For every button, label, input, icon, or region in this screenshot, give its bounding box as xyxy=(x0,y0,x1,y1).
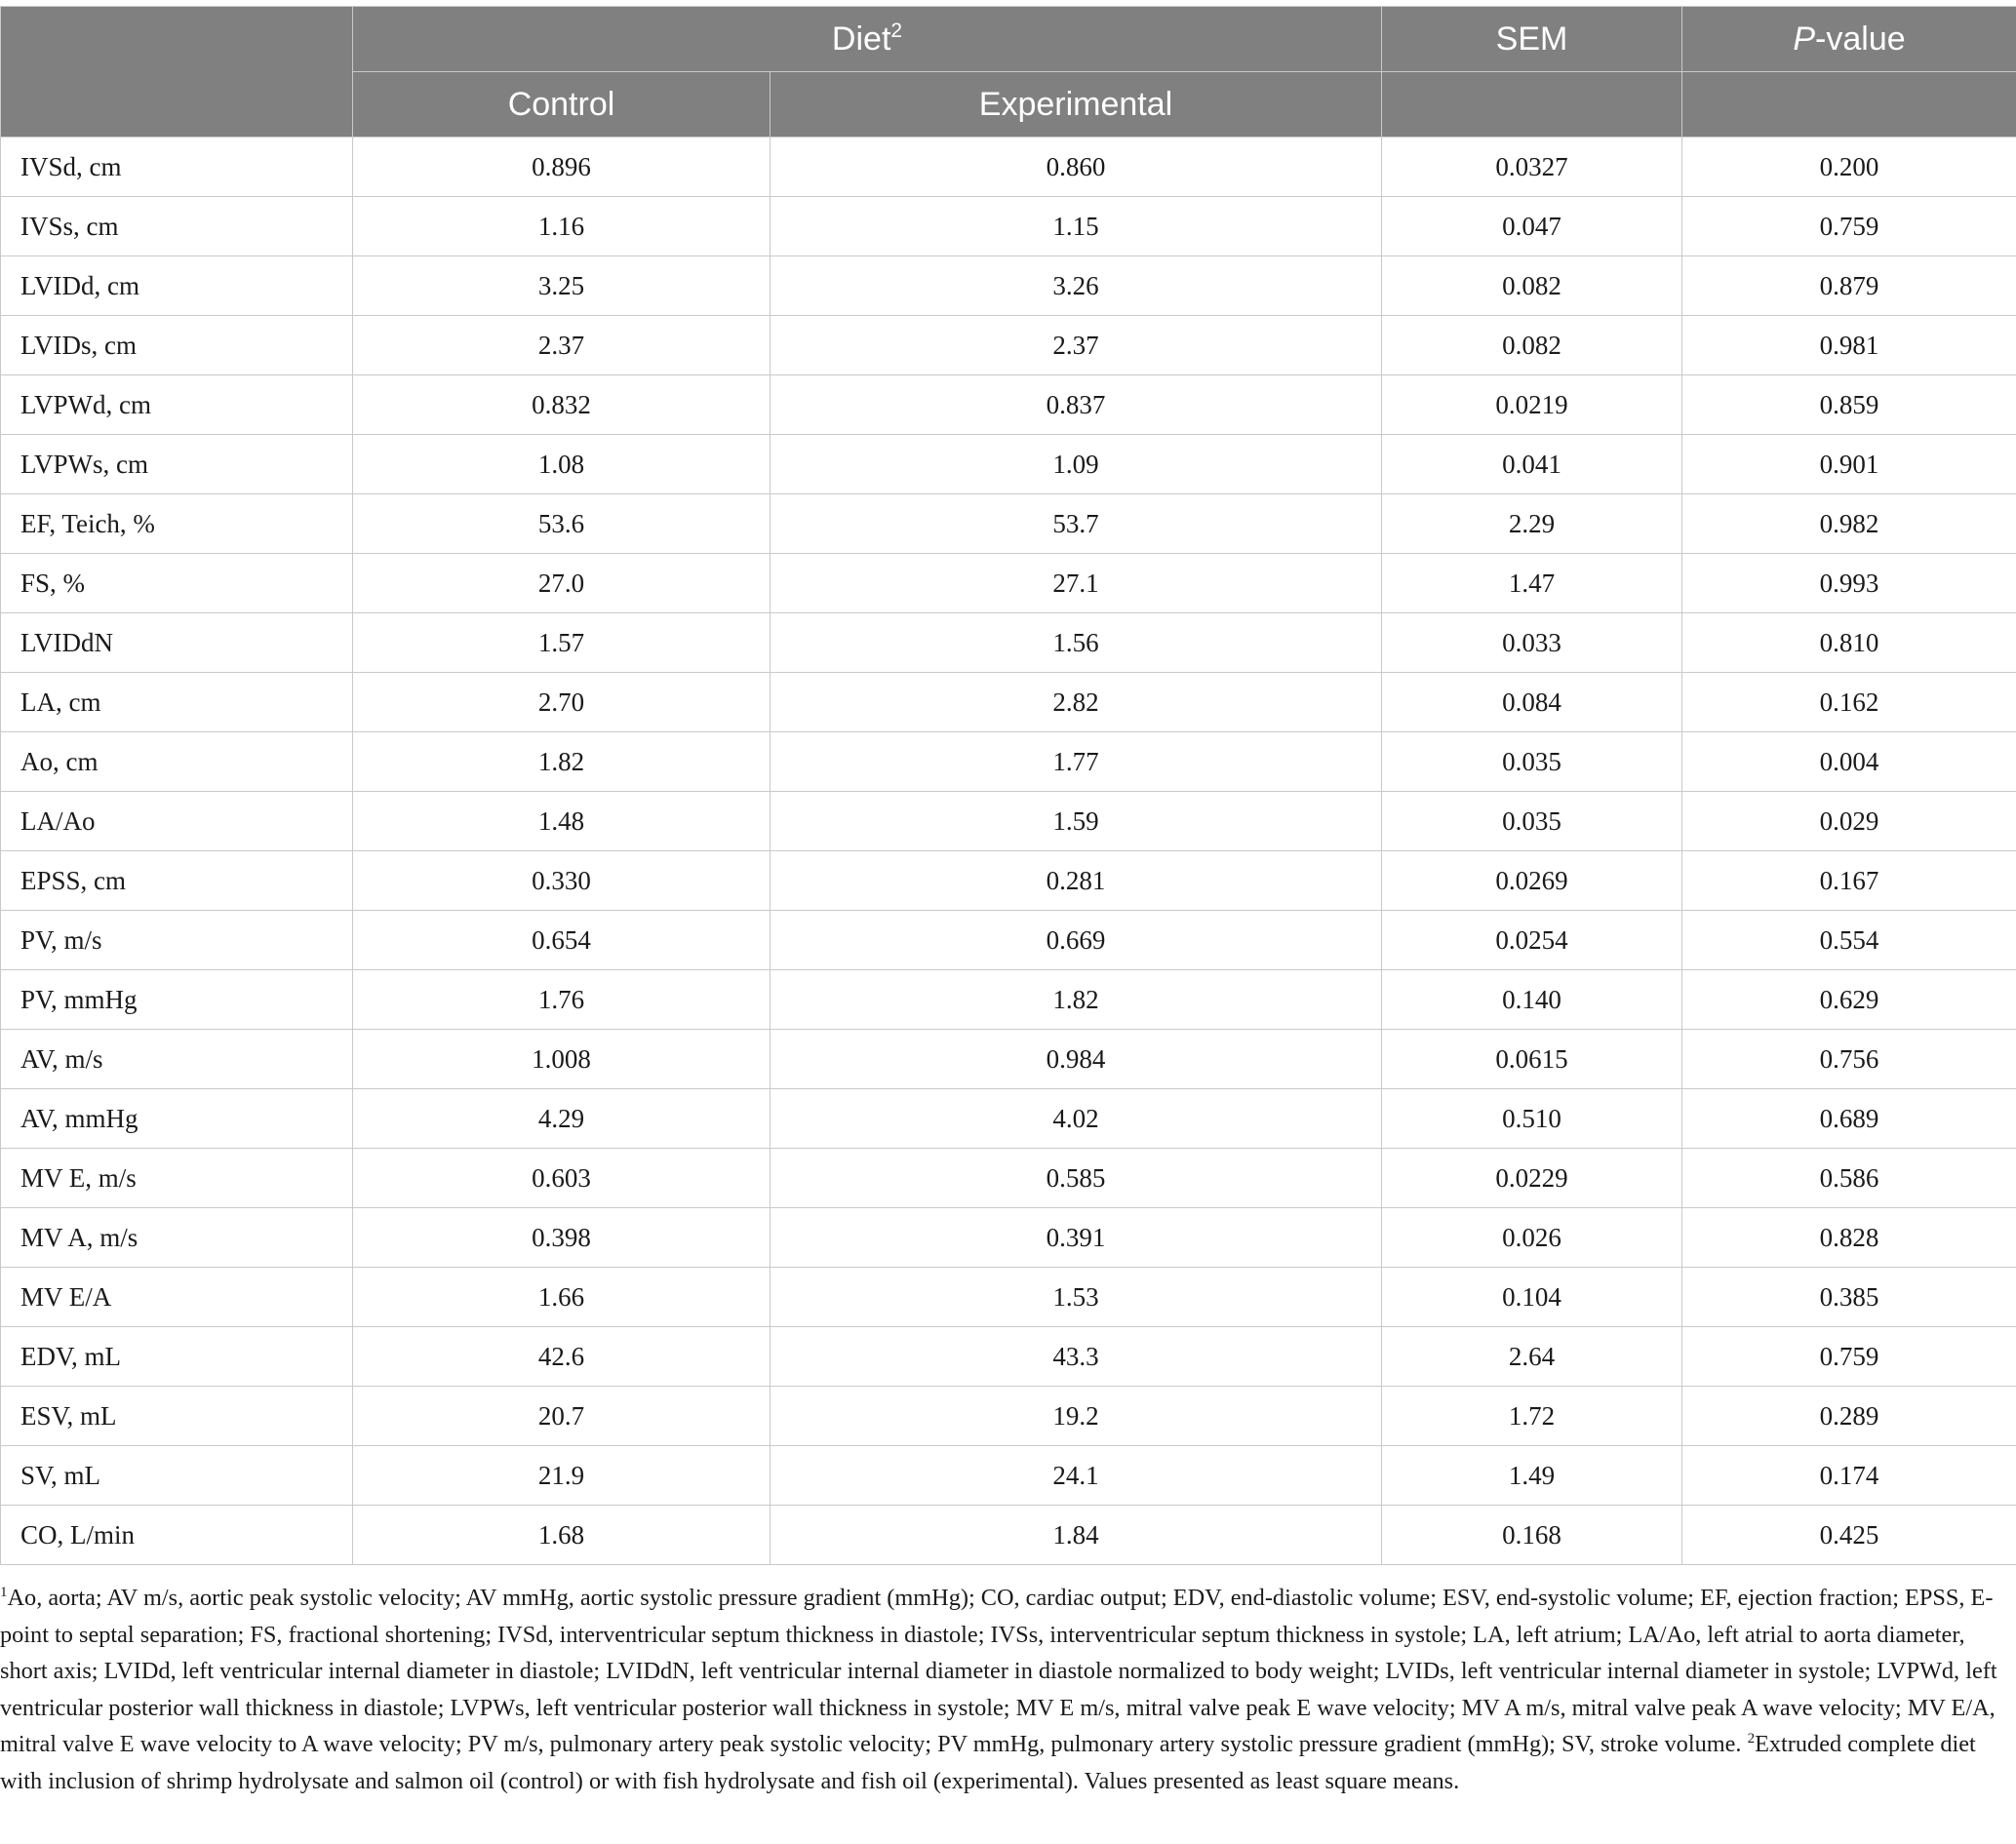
p-value: 0.982 xyxy=(1682,494,2016,554)
table-row xyxy=(1,1208,2016,1268)
control-value: 1.008 xyxy=(353,1030,771,1089)
table-row xyxy=(1,851,2016,911)
diet-footnote-marker: 2 xyxy=(890,19,903,42)
experimental-value: 1.82 xyxy=(771,970,1382,1030)
row-label: FS, % xyxy=(1,554,353,613)
sem-value: 0.104 xyxy=(1382,1268,1682,1327)
p-value: 0.993 xyxy=(1682,554,2016,613)
table-row xyxy=(1,256,2016,316)
experimental-value: 1.56 xyxy=(771,613,1382,673)
sem-value: 0.084 xyxy=(1382,673,1682,732)
table-row xyxy=(1,792,2016,851)
table-row xyxy=(1,732,2016,792)
experimental-value: 4.02 xyxy=(771,1089,1382,1149)
sem-value: 0.035 xyxy=(1382,732,1682,792)
row-label: PV, m/s xyxy=(1,911,353,970)
experimental-value: 0.669 xyxy=(771,911,1382,970)
experimental-value: 1.15 xyxy=(771,197,1382,256)
control-value: 1.66 xyxy=(353,1268,771,1327)
table-row xyxy=(1,1446,2016,1506)
row-label: EPSS, cm xyxy=(1,851,353,911)
sem-value: 2.64 xyxy=(1382,1327,1682,1387)
control-value: 0.832 xyxy=(353,375,771,435)
experimental-value: 2.82 xyxy=(771,673,1382,732)
row-label: IVSs, cm xyxy=(1,197,353,256)
p-value: 0.004 xyxy=(1682,732,2016,792)
control-value: 1.48 xyxy=(353,792,771,851)
sem-value: 0.026 xyxy=(1382,1208,1682,1268)
sem-value: 0.033 xyxy=(1382,613,1682,673)
experimental-value: 0.837 xyxy=(771,375,1382,435)
table-header xyxy=(1,7,2016,137)
sem-value: 0.510 xyxy=(1382,1089,1682,1149)
header-row-1 xyxy=(1,7,2016,72)
header-experimental: Experimental xyxy=(771,72,1382,137)
p-value: 0.810 xyxy=(1682,613,2016,673)
sem-value: 0.082 xyxy=(1382,316,1682,375)
experimental-value: 0.281 xyxy=(771,851,1382,911)
row-label: LVIDs, cm xyxy=(1,316,353,375)
control-value: 1.57 xyxy=(353,613,771,673)
table-row xyxy=(1,137,2016,197)
table-row xyxy=(1,613,2016,673)
p-value: 0.901 xyxy=(1682,435,2016,494)
sem-value: 0.082 xyxy=(1382,256,1682,316)
sem-value: 0.0615 xyxy=(1382,1030,1682,1089)
table-row xyxy=(1,1506,2016,1565)
experimental-value: 3.26 xyxy=(771,256,1382,316)
table-row xyxy=(1,494,2016,554)
header-pvalue-blank xyxy=(1682,72,2016,137)
p-value: 0.174 xyxy=(1682,1446,2016,1506)
p-value: 0.981 xyxy=(1682,316,2016,375)
table-row xyxy=(1,1089,2016,1149)
row-label: Ao, cm xyxy=(1,732,353,792)
sem-value: 0.035 xyxy=(1382,792,1682,851)
p-value: 0.689 xyxy=(1682,1089,2016,1149)
sem-value: 0.0219 xyxy=(1382,375,1682,435)
experimental-value: 27.1 xyxy=(771,554,1382,613)
p-value: 0.756 xyxy=(1682,1030,2016,1089)
header-sem: SEM xyxy=(1382,7,1682,72)
table-row xyxy=(1,1327,2016,1387)
table-row xyxy=(1,970,2016,1030)
p-value: 0.879 xyxy=(1682,256,2016,316)
experimental-value: 0.860 xyxy=(771,137,1382,197)
control-value: 1.68 xyxy=(353,1506,771,1565)
p-value: 0.554 xyxy=(1682,911,2016,970)
table-row xyxy=(1,911,2016,970)
sem-value: 0.0254 xyxy=(1382,911,1682,970)
table-row xyxy=(1,1387,2016,1446)
p-value: 0.167 xyxy=(1682,851,2016,911)
row-label: PV, mmHg xyxy=(1,970,353,1030)
row-label: CO, L/min xyxy=(1,1506,353,1565)
experimental-value: 0.391 xyxy=(771,1208,1382,1268)
header-pvalue xyxy=(1682,7,2016,72)
p-value: 0.200 xyxy=(1682,137,2016,197)
row-label: IVSd, cm xyxy=(1,137,353,197)
sem-value: 0.041 xyxy=(1382,435,1682,494)
control-value: 1.82 xyxy=(353,732,771,792)
row-label: SV, mL xyxy=(1,1446,353,1506)
diet-label: Diet xyxy=(831,20,891,58)
table-row xyxy=(1,435,2016,494)
row-label: EF, Teich, % xyxy=(1,494,353,554)
footnote-diet-description: Extruded complete diet with inclusion of shrimp hydrolysate and salmon oil (control) or with fish hydrolysate and fish oil (experimental). Values presented as least square means. xyxy=(0,1731,1976,1794)
control-value: 0.330 xyxy=(353,851,771,911)
table-footnote xyxy=(0,1580,2004,1799)
row-label: LVPWd, cm xyxy=(1,375,353,435)
table-body xyxy=(1,137,2016,1565)
table-row xyxy=(1,1268,2016,1327)
sem-value: 0.0269 xyxy=(1382,851,1682,911)
experimental-value: 53.7 xyxy=(771,494,1382,554)
control-value: 4.29 xyxy=(353,1089,771,1149)
experimental-value: 1.84 xyxy=(771,1506,1382,1565)
row-label: AV, mmHg xyxy=(1,1089,353,1149)
row-label: MV A, m/s xyxy=(1,1208,353,1268)
control-value: 3.25 xyxy=(353,256,771,316)
control-value: 0.603 xyxy=(353,1149,771,1208)
control-value: 0.398 xyxy=(353,1208,771,1268)
p-value: 0.289 xyxy=(1682,1387,2016,1446)
footnote-marker-1: 1 xyxy=(0,1585,8,1600)
experimental-value: 2.37 xyxy=(771,316,1382,375)
control-value: 53.6 xyxy=(353,494,771,554)
table-row xyxy=(1,554,2016,613)
experimental-value: 1.09 xyxy=(771,435,1382,494)
pvalue-p: P xyxy=(1793,20,1816,58)
control-value: 27.0 xyxy=(353,554,771,613)
experimental-value: 0.984 xyxy=(771,1030,1382,1089)
p-value: 0.586 xyxy=(1682,1149,2016,1208)
control-value: 1.08 xyxy=(353,435,771,494)
p-value: 0.162 xyxy=(1682,673,2016,732)
table-row xyxy=(1,1149,2016,1208)
control-value: 0.896 xyxy=(353,137,771,197)
experimental-value: 43.3 xyxy=(771,1327,1382,1387)
p-value: 0.759 xyxy=(1682,197,2016,256)
experimental-value: 1.77 xyxy=(771,732,1382,792)
row-label: MV E, m/s xyxy=(1,1149,353,1208)
experimental-value: 1.59 xyxy=(771,792,1382,851)
sem-value: 1.49 xyxy=(1382,1446,1682,1506)
p-value: 0.029 xyxy=(1682,792,2016,851)
footnote-marker-2: 2 xyxy=(1747,1731,1756,1746)
header-sem-blank xyxy=(1382,72,1682,137)
sem-value: 0.168 xyxy=(1382,1506,1682,1565)
sem-value: 1.72 xyxy=(1382,1387,1682,1446)
pvalue-rest: -value xyxy=(1815,20,1906,58)
sem-value: 0.0327 xyxy=(1382,137,1682,197)
row-label: LVIDdN xyxy=(1,613,353,673)
table-row xyxy=(1,1030,2016,1089)
experimental-value: 0.585 xyxy=(771,1149,1382,1208)
control-value: 2.37 xyxy=(353,316,771,375)
control-value: 2.70 xyxy=(353,673,771,732)
sem-value: 0.0229 xyxy=(1382,1149,1682,1208)
row-label: LA, cm xyxy=(1,673,353,732)
p-value: 0.385 xyxy=(1682,1268,2016,1327)
p-value: 0.859 xyxy=(1682,375,2016,435)
control-value: 1.76 xyxy=(353,970,771,1030)
p-value: 0.425 xyxy=(1682,1506,2016,1565)
control-value: 0.654 xyxy=(353,911,771,970)
table-container xyxy=(0,6,2016,1565)
table-row xyxy=(1,316,2016,375)
row-label: LA/Ao xyxy=(1,792,353,851)
p-value: 0.629 xyxy=(1682,970,2016,1030)
sem-value: 0.140 xyxy=(1382,970,1682,1030)
experimental-value: 1.53 xyxy=(771,1268,1382,1327)
table-row xyxy=(1,375,2016,435)
row-label: ESV, mL xyxy=(1,1387,353,1446)
sem-value: 2.29 xyxy=(1382,494,1682,554)
table-row xyxy=(1,197,2016,256)
experimental-value: 24.1 xyxy=(771,1446,1382,1506)
header-control: Control xyxy=(353,72,771,137)
experimental-value: 19.2 xyxy=(771,1387,1382,1446)
control-value: 20.7 xyxy=(353,1387,771,1446)
footnote-abbreviations: Ao, aorta; AV m/s, aortic peak systolic velocity; AV mmHg, aortic systolic pressure gradient (mmHg); CO, cardiac output; EDV, end-diastolic volume; ESV, end-systolic volume; EF, ejection fraction; EPSS, E-point to septal separation; FS, fractional shortening; IVSd, interventricular septum thickness in diastole; IVSs, interventricular septum thickness in systole; LA, left atrium; LA/Ao, left atrial to aorta diameter, short axis; LVIDd, left ventricular internal diameter in diastole; LVIDdN, left ventricular internal diameter in diastole normalized to body weight; LVIDs, left ventricular internal diameter in systole; LVPWd, left ventricular posterior wall thickness in diastole; LVPWs, left ventricular posterior wall thickness in systole; MV E m/s, mitral valve peak E wave velocity; MV A m/s, mitral valve peak A wave velocity; MV E/A, mitral valve E wave velocity to A wave velocity; PV m/s, pulmonary artery peak systolic velocity; PV mmHg, pulmonary artery systolic pressure gradient (mmHg); SV, stroke volume. xyxy=(0,1585,1997,1757)
table-row xyxy=(1,673,2016,732)
header-diet xyxy=(353,7,1382,72)
row-label: AV, m/s xyxy=(1,1030,353,1089)
header-blank-cell xyxy=(1,7,353,137)
p-value: 0.828 xyxy=(1682,1208,2016,1268)
sem-value: 0.047 xyxy=(1382,197,1682,256)
control-value: 42.6 xyxy=(353,1327,771,1387)
row-label: LVIDd, cm xyxy=(1,256,353,316)
row-label: EDV, mL xyxy=(1,1327,353,1387)
echocardiography-table xyxy=(0,6,2016,1565)
control-value: 21.9 xyxy=(353,1446,771,1506)
row-label: MV E/A xyxy=(1,1268,353,1327)
control-value: 1.16 xyxy=(353,197,771,256)
p-value: 0.759 xyxy=(1682,1327,2016,1387)
sem-value: 1.47 xyxy=(1382,554,1682,613)
row-label: LVPWs, cm xyxy=(1,435,353,494)
